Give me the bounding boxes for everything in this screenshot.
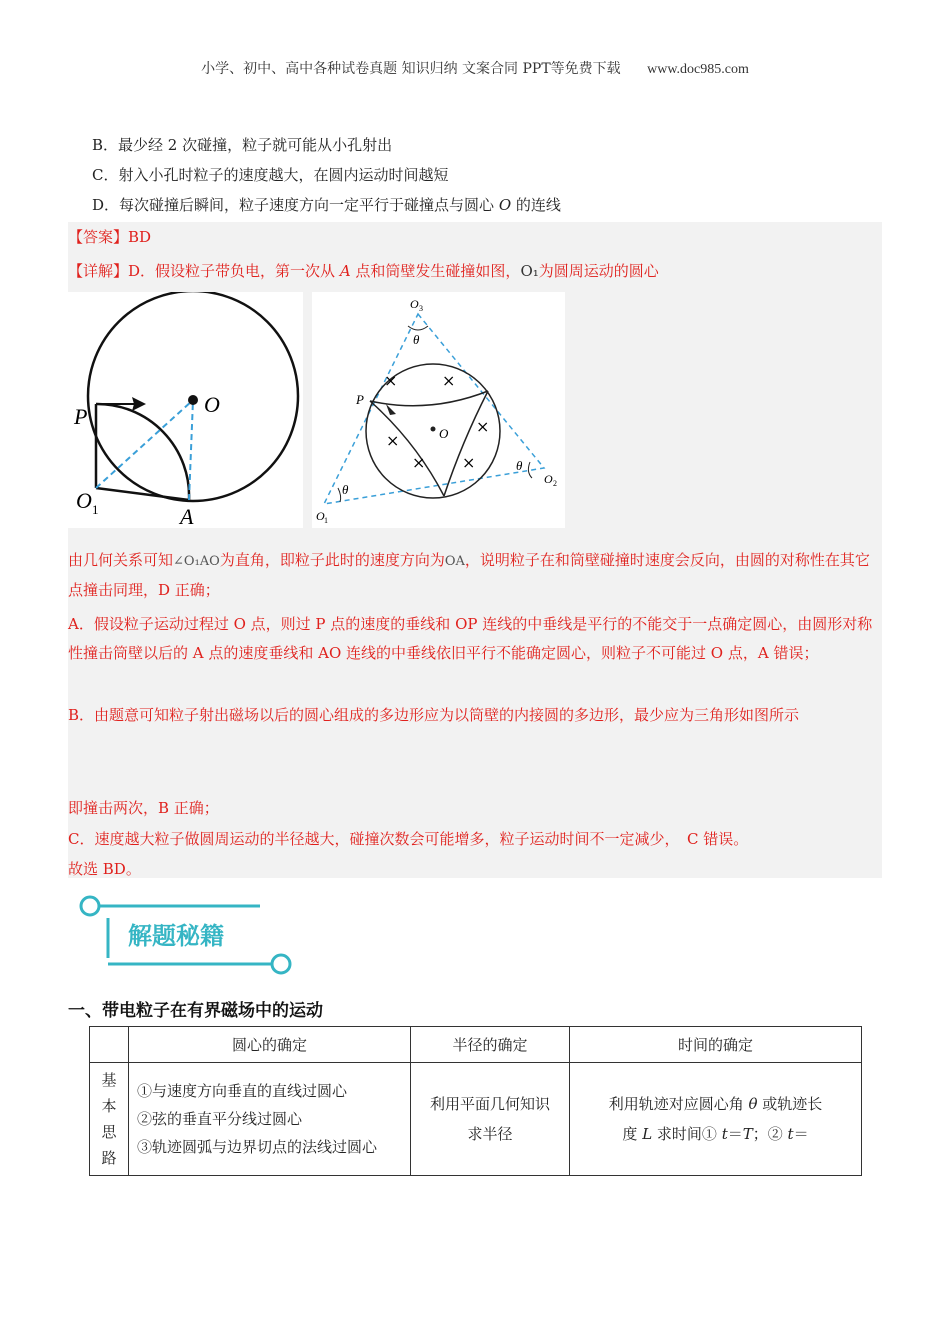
arc-left [370,401,444,496]
radius-o1-a [96,488,189,500]
cross-4: × [476,417,490,436]
detail-d-line: 【详解】D．假设粒子带负电，第一次从 A 点和筒壁发生碰撞如图，O₁为圆周运动的圆心 [68,262,659,280]
angle-mark-left [338,488,341,502]
option-b-result: 即撞击两次，B 正确； [68,799,219,817]
trajectory-arc [96,404,189,500]
label-p: P [74,404,88,429]
arrow-head-2 [386,404,396,415]
label-o1-2-sub: 1 [324,516,328,525]
option-b: B．最少经 2 次碰撞，粒子就可能从小孔射出 [92,136,393,154]
dashed-a-o [189,400,193,500]
label-o1: O [76,488,92,513]
basis-table [89,1026,862,1176]
label-o3: O [410,297,419,311]
figure-1-svg [68,292,303,528]
row-label: 基 本 思 路 [90,1063,129,1176]
tips-banner [72,888,302,982]
banner-circle-left [81,897,99,915]
label-o1-sub: 1 [92,502,99,517]
figure-2-svg [312,292,565,528]
banner-title: 解题秘籍 [128,922,224,950]
dashed-o1-o [96,400,193,488]
label-o2-sub: 2 [553,479,557,488]
table-header-center: 圆心的确定 [129,1027,411,1063]
answer-line [68,226,151,247]
radius-method: 利用平面几何知识 求半径 [411,1063,570,1176]
option-a-paragraph: A．假设粒子运动过程过 O 点，则过 P 点的速度的垂线和 OP 连线的中垂线是平行的不能交于一点确定圆心，由圆形对称性撞击筒壁以后的 A 点的速度垂线和 AO 连线的中垂线依旧平行不能确定圆心，则粒子不可能过 O 点，A 错误； [68,615,873,662]
option-d: D．每次碰撞后瞬间，粒子速度方向一定平行于碰撞点与圆心 O 的连线 [92,196,561,214]
table-header-empty [90,1027,129,1063]
label-o-2: O [439,426,449,441]
theta-right: θ [516,458,523,473]
cross-6: × [462,453,476,472]
center-methods: ①与速度方向垂直的直线过圆心 ②弦的垂直平分线过圆心 ③轨迹圆弧与边界切点的法线过圆心 [129,1063,411,1176]
label-o: O [204,392,220,417]
header-url[interactable]: www.doc985.com [647,62,749,77]
label-o3-sub: 3 [419,304,423,313]
cross-1: × [384,371,398,390]
theta-top: θ [413,332,420,347]
answer-label: 【答案】 [68,228,129,246]
page-header [0,58,950,78]
time-method: 利用轨迹对应圆心角 θ 或轨迹长 度 L 求时间① t＝T；② t＝ [570,1063,862,1176]
arc-top [370,391,488,406]
center-dot-2 [431,427,436,432]
table-header-time: 时间的确定 [570,1027,862,1063]
label-o2: O [544,472,553,486]
arrow-head [132,397,146,411]
arc-right [444,391,488,496]
cross-5: × [412,453,426,472]
theta-left: θ [342,482,349,497]
option-c-paragraph: C．速度越大粒子做圆周运动的半径越大，碰撞次数会可能增多，粒子运动时间不一定减少， C 错误。 [68,830,749,848]
answer-value: BD [128,228,152,246]
table-header-radius: 半径的确定 [411,1027,570,1063]
banner-svg [72,888,302,982]
dashed-triangle [324,314,544,504]
center-o-dot [188,395,198,405]
table-row [90,1063,862,1176]
option-c: C．射入小孔时粒子的速度越大，在圆内运动时间越短 [92,166,449,184]
label-p-2: P [356,392,364,407]
geometry-paragraph: 由几何关系可知∠O₁AO为直角，即粒子此时的速度方向为OA，说明粒子在和筒壁碰撞时速度会反向，由圆的对称性在其它点撞击同理，D 正确； [68,551,870,599]
cross-3: × [386,431,400,450]
option-b-paragraph: B．由题意可知粒子射出磁场以后的圆心组成的多边形应为以筒壁的内接圆的多边形，最少应为三角形如图所示 [68,706,800,724]
label-o1-2: O [316,509,325,523]
figure-2 [312,292,565,528]
banner-circle-right [272,955,290,973]
table-header-row [90,1027,862,1063]
section-title: 一、带电粒子在有界磁场中的运动 [68,1001,323,1021]
label-a: A [180,504,194,528]
figure-1 [68,292,303,528]
header-text: 小学、初中、高中各种试卷真题 知识归纳 文案合同 PPT等免费下载 [201,61,621,77]
conclusion: 故选 BD。 [68,860,141,878]
cross-2: × [442,371,456,390]
